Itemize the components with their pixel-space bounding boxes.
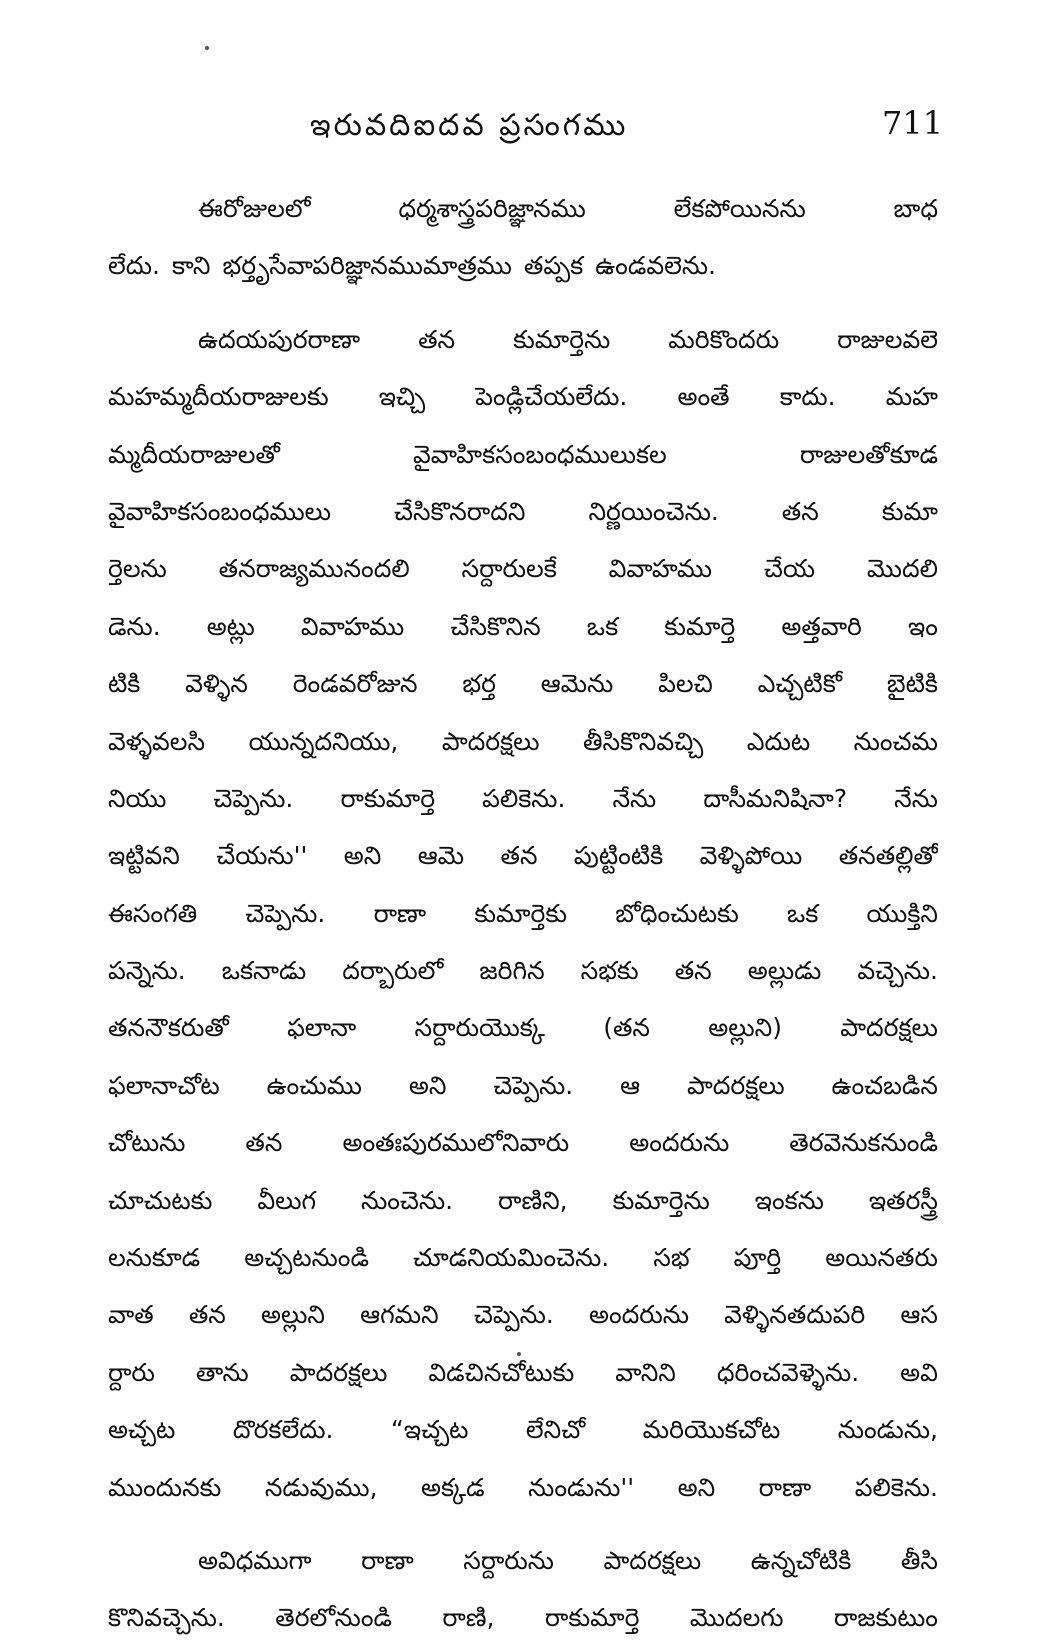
- word: చూడనియమించెను.: [413, 1243, 610, 1273]
- word: మరికొందరు: [668, 324, 780, 354]
- word: అని: [343, 841, 382, 871]
- word: వివాహము: [300, 611, 405, 641]
- text-line: [108, 655, 938, 712]
- word: దాసీమనిషినా?: [703, 783, 848, 813]
- word: ఉంచుము: [266, 1070, 362, 1100]
- word: నేను: [894, 783, 938, 813]
- word: తన: [674, 956, 712, 986]
- word: యున్నదనియు,: [248, 726, 399, 756]
- word: సర్దారును: [463, 1545, 554, 1575]
- word: ఇట్టివని: [108, 841, 180, 871]
- word: పెండ్లిచేయలేదు.: [475, 382, 628, 412]
- text-line: [108, 311, 938, 368]
- word: ఒకనాడు: [221, 956, 307, 986]
- word: రాణా: [373, 898, 427, 928]
- word: తనతల్లితో: [838, 841, 938, 871]
- word: అల్లుని: [261, 1300, 325, 1330]
- word: రాకుమార్తె: [340, 783, 436, 813]
- text-line: [108, 1057, 938, 1114]
- word: ఒక: [787, 898, 819, 928]
- word: మొదలి: [866, 554, 938, 584]
- word: రాకుమార్తె: [544, 1603, 640, 1633]
- word: డెను.: [108, 611, 161, 641]
- word: మహ: [885, 382, 938, 412]
- running-head: ఇరువదిఐదవ ప్రసంగము: [310, 108, 629, 143]
- word: బోధించుటకు: [615, 898, 739, 928]
- word: అచ్చట: [108, 1415, 176, 1445]
- paragraph-gap: [108, 1516, 938, 1532]
- word: ఆమెను: [540, 669, 614, 699]
- word: కుమార్తెను: [612, 1185, 710, 1215]
- text-line: [108, 1589, 938, 1646]
- word: చూచుటకు: [108, 1185, 213, 1215]
- word: ఇం: [908, 611, 938, 641]
- word: కొనివచ్చెను.: [108, 1603, 225, 1633]
- word: వివాహము: [608, 554, 713, 584]
- word: అట్లు: [206, 611, 255, 641]
- word: నిర్ణయించెను.: [588, 496, 719, 526]
- word: పూర్తి: [733, 1243, 782, 1273]
- word: చెప్పెను.: [493, 1070, 574, 1100]
- word: ఆగమని: [360, 1300, 439, 1330]
- word: వైవాహికసంబంధములుకల: [412, 439, 667, 469]
- word: ఆమె: [417, 841, 465, 871]
- word: పన్నెను.: [108, 956, 186, 986]
- word: అక్కడ: [421, 1472, 485, 1502]
- word: అయినతరు: [825, 1243, 938, 1273]
- word: చెప్పెను.: [473, 1300, 554, 1330]
- text-line: [108, 1229, 938, 1286]
- word: అందరును: [629, 1128, 730, 1158]
- text-line: [108, 368, 938, 425]
- word: చెప్పెను.: [245, 898, 326, 928]
- word: కుమార్తె: [664, 611, 736, 641]
- text-line: [108, 180, 938, 237]
- word: నుండును,: [837, 1415, 938, 1445]
- word: భర్త: [462, 669, 496, 699]
- word: అల్లుడు: [747, 956, 822, 986]
- word: లేదు.: [108, 251, 160, 281]
- word: చేయ: [763, 554, 816, 584]
- body-text: [108, 180, 938, 1647]
- text-line: [108, 1114, 938, 1171]
- text-line: [108, 827, 938, 884]
- word: నియు: [108, 783, 167, 813]
- word: ఇతరస్త్రీ: [868, 1185, 938, 1215]
- word: లేకపోయినను: [673, 194, 806, 223]
- word: నడువుము,: [264, 1472, 378, 1502]
- word: చేసికొనిన: [450, 611, 541, 641]
- text-line: [108, 426, 938, 483]
- word: మరియొకచోట: [642, 1415, 781, 1445]
- text-line: [108, 942, 938, 999]
- word: బైటికి: [886, 669, 938, 699]
- word: రాజులతోకూడ: [799, 439, 938, 469]
- word: నేను: [612, 783, 657, 813]
- text-line: [108, 999, 938, 1056]
- word: రాణి,: [442, 1603, 495, 1633]
- word: యుక్తిని: [866, 898, 938, 928]
- word: తన: [245, 1128, 283, 1158]
- word: అని: [677, 1472, 716, 1502]
- text-line: [108, 598, 938, 655]
- word: పాదరక్షలు: [840, 1013, 938, 1043]
- word: చెప్పెను.: [213, 783, 294, 813]
- word: పాదరక్షలు: [289, 1357, 388, 1387]
- text-line: [108, 1401, 938, 1458]
- word: పలికెను.: [854, 1472, 938, 1502]
- text-line: [108, 770, 938, 827]
- word: ఒక: [586, 611, 619, 641]
- text-line: [108, 1344, 938, 1401]
- text-line: [108, 1532, 938, 1589]
- text-line: [108, 1459, 938, 1516]
- word: సర్దారులకే: [461, 554, 557, 584]
- word: దర్బారులో: [342, 956, 444, 986]
- word: ఫలానాచోట: [108, 1070, 220, 1100]
- word: తెరలోనుండి: [275, 1603, 393, 1633]
- text-line: [108, 237, 938, 294]
- text-line: [108, 885, 938, 942]
- word: కుమా: [881, 496, 938, 526]
- word: వెళ్ళవలసి: [108, 726, 206, 756]
- word: రాణా: [361, 1545, 414, 1575]
- word: సర్దారుయొక్క: [414, 1013, 545, 1043]
- word: రాణిని,: [498, 1185, 568, 1215]
- word: మొదలగు: [689, 1603, 784, 1633]
- word: వెళ్ళిన: [185, 669, 248, 699]
- word: తన: [418, 324, 456, 354]
- word: అంతఃపురములోనివారు: [342, 1128, 570, 1158]
- word: ఈసంగతి: [108, 898, 198, 928]
- word: రెండవరోజున: [292, 669, 418, 699]
- word: నుండును'': [528, 1472, 635, 1502]
- word: ఎచ్చటికో: [757, 669, 843, 699]
- word: చేసికొనరాదని: [394, 496, 526, 526]
- word: రాణా: [758, 1472, 812, 1502]
- word: తీసికొనివచ్చి: [583, 726, 704, 756]
- word: ధర్మశాస్త్రపరిజ్ఞానము: [398, 194, 586, 223]
- word: భర్తృసేవాపరిజ్ఞానముమాత్రము: [222, 251, 512, 281]
- text-line: [108, 1286, 938, 1343]
- word: ధరించవెళ్ళెను.: [716, 1357, 860, 1387]
- word: అల్లుని): [708, 1013, 782, 1043]
- word: ఇంకను: [754, 1185, 824, 1215]
- word: వీలుగ: [257, 1185, 317, 1215]
- paragraph-gap: [108, 295, 938, 311]
- text-line: [108, 483, 938, 540]
- text-line: [108, 713, 938, 770]
- word: రాజులవలె: [837, 324, 938, 354]
- word: తప్పక: [523, 251, 584, 281]
- word: వైవాహికసంబంధములు: [108, 496, 332, 526]
- word: వానిని: [615, 1357, 676, 1387]
- word: తాను: [195, 1357, 249, 1387]
- word: ఉంచబడిన: [831, 1070, 938, 1100]
- word: సభ: [653, 1243, 690, 1273]
- word: లేనిచో: [525, 1415, 586, 1445]
- word: బాధ: [893, 194, 938, 223]
- word: వాత: [108, 1300, 154, 1330]
- word: పుట్టింటికి: [573, 841, 664, 871]
- word: టికి: [108, 669, 141, 699]
- word: పలికెను.: [482, 783, 566, 813]
- word: ఉండవలెను.: [595, 251, 716, 281]
- word: అంతే: [677, 382, 730, 412]
- word: చేయను'': [216, 841, 308, 871]
- print-speck: [205, 46, 209, 50]
- word: తనరాజ్యమునందలి: [218, 554, 410, 584]
- print-speck: [517, 1352, 521, 1356]
- word: విడచినచోటుకు: [428, 1357, 575, 1387]
- word: అని: [408, 1070, 447, 1100]
- word: ఈరోజులలో: [198, 194, 311, 223]
- word: మహమ్మదీయరాజులకు: [108, 382, 329, 412]
- word: కుమార్తెను: [513, 324, 611, 354]
- word: ఉదయపురరాణా: [198, 324, 361, 354]
- word: వెళ్ళిపోయి: [699, 841, 803, 871]
- word: వచ్చెను.: [857, 956, 938, 986]
- word: ర్దారు: [108, 1357, 155, 1387]
- word: అవిధముగా: [198, 1545, 312, 1575]
- word: వెళ్ళినతదుపరి: [724, 1300, 866, 1330]
- word: కాదు.: [779, 382, 836, 412]
- word: ఆ: [620, 1070, 641, 1100]
- word: అందరును: [588, 1300, 689, 1330]
- word: ఫలానా: [287, 1013, 357, 1043]
- word: ఇచ్చి: [378, 382, 426, 412]
- word: తీసి: [900, 1545, 938, 1575]
- word: ఎదుట: [746, 726, 811, 756]
- word: తన: [500, 841, 538, 871]
- word: నుంచెను.: [361, 1185, 454, 1215]
- word: మ్మదీయరాజులతో: [108, 439, 280, 469]
- word: సభకు: [580, 956, 639, 986]
- word: అవి: [900, 1357, 938, 1387]
- word: పిలచి: [658, 669, 713, 699]
- word: అచ్చటనుండి: [244, 1243, 369, 1273]
- word: దొరకలేదు.: [232, 1415, 334, 1445]
- word: రాజకుటుం: [833, 1603, 938, 1633]
- word: తెరవెనుకనుండి: [789, 1128, 938, 1158]
- text-line: [108, 1172, 938, 1229]
- word: లనుకూడ: [108, 1243, 201, 1273]
- word: ర్తెలను: [108, 554, 167, 584]
- word: కాని: [171, 251, 211, 281]
- word: ఉన్నచోటికి: [750, 1545, 852, 1575]
- word: (తన: [603, 1013, 650, 1043]
- word: “ఇచ్చట: [390, 1415, 469, 1445]
- text-line: [108, 540, 938, 597]
- word: పాదరక్షలు: [441, 726, 540, 756]
- word: ముందునకు: [108, 1472, 222, 1502]
- word: ఆస: [900, 1300, 938, 1330]
- word: నుంచమ: [853, 726, 938, 756]
- word: కుమార్తెకు: [474, 898, 568, 928]
- word: పాదరక్షలు: [686, 1070, 785, 1100]
- word: తననౌకరుతో: [108, 1013, 229, 1043]
- word: చోటును: [108, 1128, 186, 1158]
- page-number: 711: [882, 104, 944, 142]
- word: జరిగిన: [479, 956, 545, 986]
- word: పాదరక్షలు: [603, 1545, 702, 1575]
- word: అత్తవారి: [781, 611, 862, 641]
- word: తన: [188, 1300, 226, 1330]
- word: తన: [781, 496, 819, 526]
